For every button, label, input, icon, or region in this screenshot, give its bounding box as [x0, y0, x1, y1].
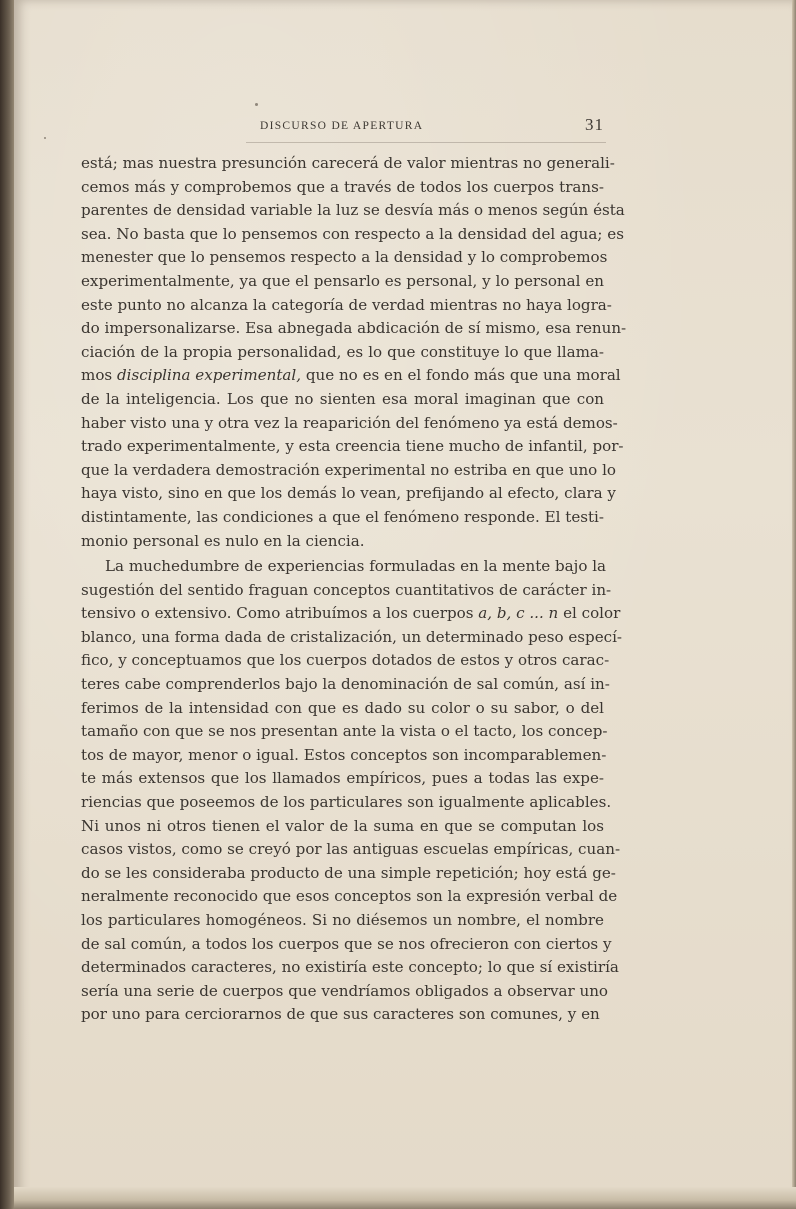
text-line: de sal común, a todos los cuerpos que se nos ofrecieron con ciertos y: [81, 934, 612, 953]
text-line: los particulares homogéneos. Si no diésemos un nombre, el nombre: [81, 911, 604, 929]
text-line: experimentalmente, ya que el pensarlo es personal, y lo personal en: [81, 271, 604, 290]
text-line: menester que lo pensemos respecto a la densidad y lo comprobemos: [81, 248, 608, 267]
text-line: sugestión del sentido fraguan conceptos cuantitativos de carácter in-: [81, 580, 612, 599]
page-number: 31: [585, 115, 604, 134]
page-right-edge: [792, 0, 796, 1209]
paper-speck: [255, 103, 258, 106]
text-line: que la verdadera demostración experimental no estriba en que uno lo: [81, 460, 616, 479]
text-line: fico, y conceptuamos que los cuerpos dotados de estos y otros carac-: [81, 651, 610, 670]
body-text: [81, 152, 627, 1027]
text-line: [81, 602, 621, 626]
text-line: casos vistos, como se creyó por las antiguas escuelas empíricas, cuan-: [81, 840, 621, 859]
text-line: [81, 364, 621, 388]
text-run: que no es en el fondo más que una moral: [301, 366, 621, 385]
text-line: tamaño con que se nos presentan ante la vista o el tacto, los concep-: [81, 722, 608, 741]
paragraph-2: [81, 555, 623, 1027]
text-line: neralmente reconocido que esos conceptos son la expresión verbal de: [81, 887, 618, 906]
text-line: blanco, una forma dada de cristalización, un determinado peso especí-: [81, 627, 623, 646]
text-run: mos: [81, 366, 117, 385]
text-line: distintamente, las condiciones a que el fenómeno responde. El testi-: [81, 507, 604, 526]
paragraph-1: [81, 152, 627, 553]
text-line: trado experimentalmente, y esta creencia tiene mucho de infantil, por-: [81, 437, 624, 456]
text-line: haber visto una y otra vez la reaparición del fenómeno ya está demos-: [81, 413, 618, 432]
text-line: riencias que poseemos de los particulares son igualmente aplicables.: [81, 793, 612, 812]
text-line: determinados caracteres, no existiría este concepto; lo que sí existiría: [81, 958, 619, 977]
italic-text-run: disciplina experimental,: [116, 366, 302, 385]
running-head: DISCURSO DE APERTURA: [260, 120, 424, 132]
italic-text-run: a, b, c ... n: [478, 604, 559, 623]
text-line: te más extensos que los llamados empíricos, pues a todas las expe-: [81, 769, 604, 788]
paper-speck: [44, 137, 46, 139]
text-line: La muchedumbre de experiencias formuladas en la mente bajo la: [105, 557, 607, 576]
text-line: teres cabe comprenderlos bajo la denominación de sal común, así in-: [81, 675, 610, 694]
text-line: por uno para cerciorarnos de que sus caracteres son comunes, y en: [81, 1005, 600, 1024]
text-line: haya visto, sino en que los demás lo vean, prefijando al efecto, clara y: [81, 484, 616, 503]
text-line: sería una serie de cuerpos que vendríamos obligados a observar uno: [81, 981, 609, 1000]
text-line: este punto no alcanza la categoría de verdad mientras no haya logra-: [81, 295, 612, 314]
text-line: sea. No basta que lo pensemos con respecto a la densidad del agua; es: [81, 224, 624, 243]
text-run: el color: [558, 604, 621, 623]
text-line: ciación de la propia personalidad, es lo que constituye lo que llama-: [81, 342, 604, 361]
text-run: tensivo o extensivo. Como atribuímos a los cuerpos: [81, 604, 479, 623]
header-rule: [246, 142, 606, 143]
text-line: parentes de densidad variable la luz se desvía más o menos según ésta: [81, 201, 625, 220]
text-line: ferimos de la intensidad con que es dado su color o su sabor, o del: [81, 698, 604, 717]
text-line: do se les consideraba producto de una simple repetición; hoy está ge-: [81, 863, 616, 882]
text-line: está; mas nuestra presunción carecerá de valor mientras no generali-: [81, 154, 615, 172]
text-line: tos de mayor, menor o igual. Estos conceptos son incomparablemen-: [81, 745, 607, 764]
page-bottom-edge: [14, 1187, 796, 1209]
text-line: cemos más y comprobemos que a través de todos los cuerpos trans-: [81, 177, 604, 196]
page-header: [248, 115, 604, 141]
text-line: Ni unos ni otros tienen el valor de la suma en que se computan los: [81, 816, 604, 835]
text-line: de la inteligencia. Los que no sienten esa moral imaginan que con: [81, 389, 604, 408]
text-line: monio personal es nulo en la ciencia.: [81, 531, 365, 550]
text-line: do impersonalizarse. Esa abnegada abdicación de sí mismo, esa renun-: [81, 319, 627, 338]
